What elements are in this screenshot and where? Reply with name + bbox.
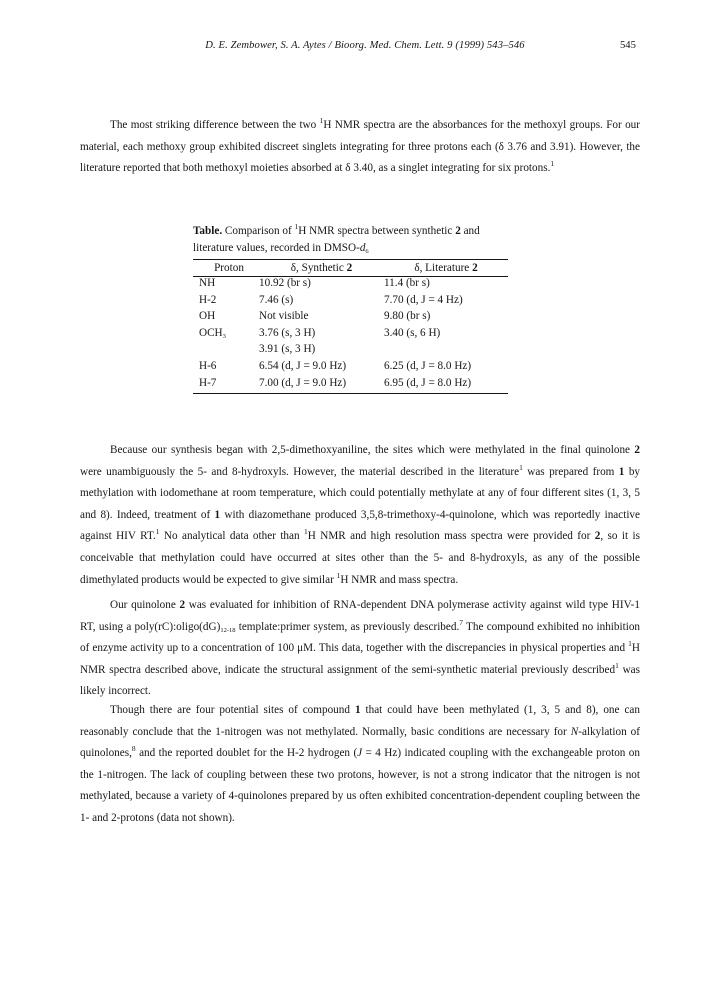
- header-text: δ, Synthetic: [290, 261, 347, 274]
- text: -alkylation of quinolones,: [80, 725, 640, 760]
- table-caption: [193, 223, 508, 257]
- caption-text: Comparison of: [222, 225, 295, 237]
- cell-synthetic: 7.00 (d, J = 9.0 Hz): [259, 377, 384, 394]
- cell-proton: [193, 310, 259, 327]
- compound-number: 2: [455, 225, 461, 237]
- citation-ref: 1: [519, 462, 523, 472]
- subscript: 3: [222, 332, 226, 340]
- cell-synthetic: 7.46 (s): [259, 293, 294, 306]
- table-row: [193, 377, 508, 394]
- text: that could have been methylated (1, 3, 5 and 8), one can reasonably conclude that the 1-nitrogen was not methylated. Normally, basic conditions are necessary for: [80, 704, 640, 738]
- cell-synthetic: 10.92 (br s): [259, 277, 311, 289]
- compound-number: 2: [634, 444, 640, 456]
- caption-label: Table.: [193, 225, 223, 237]
- cell-literature: 6.25 (d, J = 8.0 Hz): [384, 359, 472, 372]
- superscript: 1: [336, 570, 341, 580]
- compound-number: 2: [346, 261, 353, 274]
- text: template:primer system, as previously described.: [235, 620, 460, 633]
- citation-ref: 1: [550, 159, 555, 169]
- caption-text: and literature values, recorded in DMSO-: [193, 225, 480, 254]
- compound-number: 2: [594, 530, 601, 543]
- table-header-row: [193, 260, 508, 277]
- text: H NMR and high resolution mass spectra were provided for: [307, 530, 595, 543]
- table-row: [193, 327, 508, 344]
- text: The most striking difference between the two: [110, 119, 320, 131]
- cell-proton: [193, 327, 259, 344]
- cell-literature: 6.95 (d, J = 8.0 Hz): [384, 377, 508, 394]
- table-row: [193, 310, 508, 327]
- paragraph-methoxyl-difference: [80, 115, 640, 180]
- text: = 4 Hz) indicated coupling with the exchangeable proton on the 1-nitrogen. The lack of coupling between these two protons, however, is not a strong indicator that the nitrogen is not methylated, because a variety of 4-quinolones prepared by us often exhibited concentration-dependent coupling between the 1- and 2-protons (data not shown).: [80, 747, 640, 824]
- table-row: [193, 277, 508, 294]
- text: H NMR and mass spectra.: [340, 573, 459, 586]
- proton-label: OCH: [199, 326, 223, 339]
- compound-number: 2: [472, 261, 478, 274]
- header-literature: [384, 260, 508, 277]
- cell-synthetic: 3.76 (s, 3 H): [259, 326, 316, 339]
- proton-label: NH: [199, 277, 216, 289]
- proton-label: H-7: [199, 376, 217, 389]
- table-row: [193, 294, 508, 311]
- page-number: 545: [620, 40, 636, 51]
- text: H NMR spectra are the absorbances for the methoxyl groups. For our material, each methoxy group exhibited discreet singlets integrating for three protons each (δ 3.76 and 3.91). However, the literature reported that both methoxyl moieties absorbed at δ 3.40, as a singlet integrating for six protons.: [80, 119, 640, 175]
- caption-italic: d: [359, 242, 366, 254]
- header-synthetic: [259, 260, 384, 277]
- text: Our quinolone: [110, 599, 180, 611]
- italic-text: J: [357, 747, 363, 760]
- text: The compound exhibited no inhibition of enzyme activity up to a concentration of 100 μM. This data, together with the discrepancies in physical properties and: [80, 620, 641, 655]
- cell-proton: [193, 294, 259, 311]
- proton-label: H-6: [199, 359, 217, 372]
- subscript: 6: [365, 248, 369, 255]
- proton-label: H-2: [199, 293, 217, 306]
- caption-text: H NMR spectra between synthetic: [298, 225, 456, 237]
- cell-literature: 3.40 (s, 6 H): [384, 326, 441, 339]
- header-text: δ, Literature: [414, 261, 473, 274]
- text: was prepared from: [522, 465, 619, 478]
- cell-literature: 7.70 (d, J = 4 Hz): [384, 293, 463, 306]
- text: No analytical data other than: [159, 530, 304, 543]
- paragraph-hiv-rt-evaluation: [80, 595, 640, 703]
- table-row: [193, 360, 508, 377]
- text: was likely incorrect.: [80, 663, 640, 698]
- text: and the reported doublet for the H-2 hydrogen (: [135, 747, 358, 760]
- cell-literature: 11.4 (br s): [384, 277, 430, 289]
- superscript: 1: [319, 116, 324, 125]
- text: Because our synthesis began with 2,5-dimethoxyaniline, the sites which were methylated in the final quinolone: [110, 444, 635, 456]
- nmr-table: [193, 259, 508, 394]
- running-head: D. E. Zembower, S. A. Aytes / Bioorg. Med. Chem. Lett. 9 (1999) 543–546: [205, 40, 525, 51]
- cell-proton: [193, 377, 259, 394]
- citation-ref: 1: [155, 527, 160, 537]
- cell-proton: [193, 343, 259, 360]
- citation-ref: 1: [615, 660, 619, 670]
- nmr-comparison-table-block: [193, 223, 508, 394]
- compound-number: 1: [618, 465, 625, 478]
- subscript: 12-18: [220, 626, 236, 634]
- text: by methylation with iodomethane at room temperature, which could potentially methylate at any of four different sites (1, 3, 5 and 8). Indeed, treatment of: [80, 465, 640, 521]
- superscript: 1: [628, 639, 632, 649]
- text: was evaluated for inhibition of RNA-dependent DNA polymerase activity against wild type HIV-1 RT, using a poly(rC):oligo(dG): [80, 599, 640, 633]
- table-row: [193, 343, 508, 360]
- cell-proton: [193, 277, 259, 294]
- cell-synthetic: 3.91 (s, 3 H): [259, 343, 316, 356]
- cell-proton: [193, 360, 259, 377]
- cell-synthetic: Not visible: [259, 310, 309, 323]
- text: H NMR spectra described above, indicate the structural assignment of the semi-synthetic material previously described: [80, 642, 640, 676]
- paragraph-synthesis-methylation: [80, 440, 640, 591]
- compound-number: 1: [354, 704, 361, 716]
- italic-text: N: [570, 725, 579, 738]
- text: , so it is conceivable that methylation could have occurred at sites other than the 5- and 8-hydroxyls, as any of the possible dimethylated products would be expected to give similar: [80, 530, 640, 586]
- header-proton: Proton: [193, 260, 259, 277]
- compound-number: 1: [214, 508, 221, 521]
- text: were unambiguously the 5- and 8-hydroxyls. However, the material described in the literature: [80, 465, 520, 478]
- superscript: 1: [304, 527, 308, 537]
- citation-ref: 7: [459, 617, 464, 627]
- citation-ref: 8: [131, 744, 136, 754]
- text: with diazomethane produced 3,5,8-trimethoxy-4-quinolone, which was reportedly inactive against HIV RT.: [80, 508, 640, 543]
- paragraph-nitrogen-methylation: [80, 700, 640, 830]
- text: Though there are four potential sites of compound: [110, 704, 355, 716]
- cell-synthetic: 6.54 (d, J = 9.0 Hz): [259, 359, 347, 372]
- compound-number: 2: [179, 599, 186, 611]
- superscript: 1: [294, 222, 299, 231]
- cell-literature: 9.80 (br s): [384, 310, 431, 323]
- cell-literature: [384, 343, 508, 360]
- proton-label: OH: [199, 310, 216, 323]
